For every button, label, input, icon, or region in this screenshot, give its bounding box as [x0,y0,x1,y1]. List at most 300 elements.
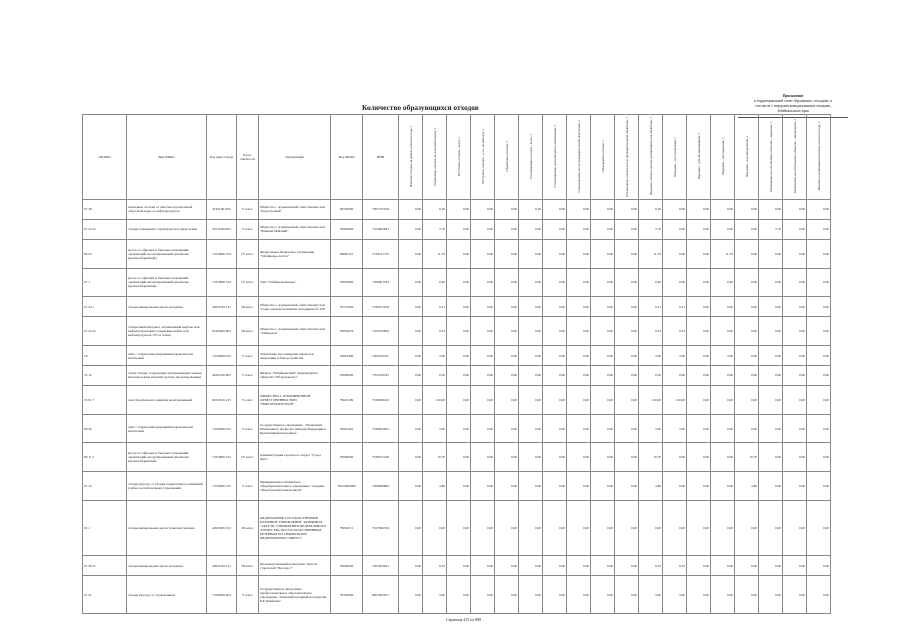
quantity-cell: 0,00 [495,297,519,317]
quantity-cell: 0,00 [567,268,591,297]
okpo-cell: 78162000 [331,576,363,614]
quantity-cell: 0,40 [711,268,735,297]
waste-name-cell: отходы плавильного производства в виде шлака [127,219,207,239]
quantity-cell: 0,50 [639,365,663,385]
column-header-label: Обработано отходов, т [504,141,509,172]
quantity-cell: 0,00 [807,443,831,472]
quantity-cell: 0,00 [543,239,567,268]
quantity-cell: 0,00 [519,239,543,268]
oktmo-cell: 07 24 1 [83,297,127,317]
table-row [83,443,831,472]
column-header [259,115,331,200]
quantity-cell: 0,00 [591,414,615,443]
quantity-cell: 0,00 [735,500,759,555]
waste-table [82,114,831,614]
quantity-cell: 0,00 [567,365,591,385]
inn-cell: 7536101679 [363,297,399,317]
oktmo-cell: 86 20 [83,414,127,443]
quantity-cell: 0,00 [399,346,423,366]
quantity-cell: 0,00 [591,200,615,220]
okpo-cell: 79661400 [331,346,363,366]
quantity-cell: 0,00 [447,200,471,220]
quantity-cell: 0,40 [423,268,447,297]
organization-cell: ЗАО "Забайкалкомплекс" [259,268,331,297]
quantity-cell: 0,50 [423,365,447,385]
quantity-cell: 0,00 [807,365,831,385]
waste-name-cell: отходы (мусор) от строительных [127,576,207,614]
hazard-class-cell: III класс [237,317,259,346]
quantity-cell: 0,00 [471,443,495,472]
column-header-label: Поступило отходов - всего, т [456,136,461,177]
quantity-cell: 0,00 [807,346,831,366]
quantity-cell: 0,00 [759,576,783,614]
organization-cell: ОБЩЕСТВО С ОГРАНИЧЕННОЙ ОТВЕТСТВЕННОСТЬЮ "НОРГАЙДЭНСТРОЙ" [259,385,331,414]
quantity-cell: 2,86 [639,472,663,501]
table-row [83,297,831,317]
column-header [399,115,423,200]
hazard-class-cell: V класс [237,219,259,239]
quantity-cell: 0,00 [687,317,711,346]
quantity-cell: 0,00 [495,346,519,366]
quantity-cell: 0,00 [495,268,519,297]
okpo-cell: 79654711 [331,500,363,555]
quantity-cell: 0,00 [687,268,711,297]
quantity-cell: 0,00 [735,317,759,346]
quantity-cell: 0,00 [495,385,519,414]
quantity-cell: 0,00 [711,385,735,414]
waste-name-cell: лом строительного кирпича незагрязненный [127,385,207,414]
quantity-cell: 0,00 [711,472,735,501]
hazard-class-cell: V класс [237,472,259,501]
quantity-cell: 0,00 [519,219,543,239]
appendix-line: к территориальной схеме обращения с отходами, в [754,99,832,103]
quantity-cell: 0,00 [759,317,783,346]
oktmo-cell: 02 1 [83,500,127,555]
quantity-cell: 0,00 [615,268,639,297]
quantity-cell: 0,00 [471,556,495,576]
waste-code-cell: 31621001105 [207,200,237,220]
quantity-cell: 0,00 [687,297,711,317]
quantity-cell: 0,00 [807,385,831,414]
quantity-cell: 0,00 [543,472,567,501]
quantity-cell: 0,00 [423,500,447,555]
quantity-cell: 0,00 [591,472,615,501]
quantity-cell: 0,00 [567,239,591,268]
quantity-cell: 0,00 [807,200,831,220]
okpo-cell: 28703000 [331,200,363,220]
quantity-cell: 120,00 [639,385,663,414]
okpo-cell: 28620131 [331,239,363,268]
quantity-cell: 0,00 [759,297,783,317]
quantity-cell: 0,00 [759,346,783,366]
quantity-cell: 0,00 [543,414,567,443]
quantity-cell: 0,00 [807,414,831,443]
quantity-cell: 0,00 [687,219,711,239]
inn-cell: 7524002841 [363,219,399,239]
waste-name-cell: отходы минеральных масел моторных [127,297,207,317]
quantity-cell: 0,00 [759,414,783,443]
column-header-label: Размещение на собственных объектах - захоронение, т [792,119,797,194]
quantity-cell: 0,00 [615,443,639,472]
waste-name-cell: отходы минеральных масел трансмиссионных [127,500,207,555]
oktmo-cell: 86 22 [83,239,127,268]
quantity-cell: 0,00 [399,414,423,443]
column-header-label: Утилизировано для повторного применения, т [552,125,557,188]
column-header [807,115,831,200]
page-title: Количество образующихся отходов [362,103,479,112]
column-header [423,115,447,200]
quantity-cell: 0,00 [615,297,639,317]
quantity-cell: 0,00 [591,268,615,297]
quantity-cell: 0,00 [567,385,591,414]
column-header [591,115,615,200]
quantity-cell: 0,52 [423,556,447,576]
quantity-cell: 0,00 [447,297,471,317]
quantity-cell: 0,00 [615,200,639,220]
organization-cell: Общество с ограниченной ответственностью "Кадастровый" [259,200,331,220]
quantity-cell: 0,00 [687,239,711,268]
waste-name-cell: отходы (мусор) от уборки территории и помещений учебно-воспитательных учреждений [127,472,207,501]
quantity-cell: 0,00 [495,414,519,443]
quantity-cell: 0,00 [663,268,687,297]
quantity-cell: 0,00 [519,443,543,472]
quantity-cell: 0,00 [711,297,735,317]
quantity-cell: 0,00 [735,268,759,297]
quantity-cell: 0,00 [519,385,543,414]
quantity-cell: 0,00 [663,200,687,220]
okpo-cell: 79690000 [331,365,363,385]
column-header [207,115,237,200]
oktmo-cell: 07 24 41 [83,219,127,239]
quantity-cell: 5,00 [639,576,663,614]
quantity-cell: 0,53 [423,317,447,346]
quantity-cell: 0,00 [687,365,711,385]
column-header [615,115,639,200]
column-header-label: Утилизировано после предварительной подготовки, т [576,120,581,193]
quantity-cell: 0,00 [735,556,759,576]
hazard-class-cell: V класс [237,385,259,414]
quantity-cell: 0,00 [591,385,615,414]
quantity-cell: 0,00 [807,268,831,297]
quantity-cell: 0,00 [711,500,735,555]
quantity-cell: 2,86 [735,472,759,501]
okpo-cell: 79640000 [331,443,363,472]
oktmo-cell: 07 14 [83,472,127,501]
inn-cell: 7536002061 [363,414,399,443]
inn-cell: 7704726225 [363,365,399,385]
quantity-cell: 0,00 [471,346,495,366]
appendix-line: том числе с твердыми коммунальными отходами, [755,104,831,108]
organization-cell: Общество с ограниченной ответственностью "Южный Майский" [259,219,331,239]
inn-cell: 8001002871 [363,576,399,614]
quantity-cell: 0,00 [519,346,543,366]
waste-name-cell: мусор от офисных и бытовых помещений организаций несортированный (исключая крупногабаритный) [127,268,207,297]
quantity-cell: 0,00 [471,472,495,501]
appendix-line: Приложение [782,94,804,98]
quantity-cell: 0,00 [759,472,783,501]
quantity-cell: 0,00 [567,200,591,220]
quantity-cell: 0,00 [807,576,831,614]
column-header [363,115,399,200]
inn-cell: 7500001184 [363,268,399,297]
table-row [83,385,831,414]
quantity-cell: 0,00 [543,500,567,555]
quantity-cell: 0,00 [783,219,807,239]
quantity-cell: 0,00 [471,365,495,385]
appendix-line: Забайкальского края [777,109,809,113]
quantity-cell: 2,86 [423,472,447,501]
column-header-label: Обезврежено отходов, т [600,140,605,173]
waste-code-cell: 73310001724 [207,268,237,297]
waste-name-cell: мусор от офисных и бытовых помещений организаций несортированный (исключая крупногабаритный) [127,239,207,268]
appendix-note [738,94,848,114]
table-row [83,219,831,239]
inn-cell: 7519741735 [363,239,399,268]
quantity-cell: 0,00 [759,365,783,385]
quantity-cell: 0,00 [615,346,639,366]
quantity-cell: 0,10 [639,200,663,220]
oktmo-cell: 07 1 [83,268,127,297]
oktmo-cell: 07 28 [83,200,127,220]
column-header [495,115,519,200]
quantity-cell: 0,00 [591,556,615,576]
table-row [83,239,831,268]
inn-cell: 7508006865 [363,472,399,501]
quantity-cell: 0,00 [495,317,519,346]
quantity-cell: 0,00 [543,576,567,614]
quantity-cell: 5,00 [639,414,663,443]
quantity-cell: 0,00 [495,500,519,555]
quantity-cell: 0,00 [711,365,735,385]
quantity-cell: 0,00 [591,297,615,317]
column-header-label: Наличие отходов на начало отчетного года, т [408,126,413,187]
quantity-cell: 0,00 [447,385,471,414]
quantity-cell: 0,00 [447,268,471,297]
okpo-cell: 79661401 [331,414,363,443]
quantity-cell: 0,00 [783,365,807,385]
waste-code-cell: 73339002725 [207,414,237,443]
quantity-cell: 0,00 [759,385,783,414]
quantity-cell: 120,00 [423,385,447,414]
organization-cell: Федеральное бюджетное учреждение "Забайкалье-лесхоз" [259,239,331,268]
quantity-cell: 0,53 [639,317,663,346]
okpo-cell: 79121000 [331,297,363,317]
column-header-label: Код вида отхода [209,155,234,159]
quantity-cell: 0,00 [735,297,759,317]
hazard-class-cell: V класс [237,365,259,385]
quantity-cell: 0,00 [471,414,495,443]
quantity-cell: 0,00 [399,385,423,414]
hazard-class-cell: V класс [237,200,259,220]
table-row [83,346,831,366]
quantity-cell: 0,00 [663,443,687,472]
quantity-cell: 0,00 [519,268,543,297]
quantity-cell: 0,00 [567,443,591,472]
quantity-cell: 0,00 [759,500,783,555]
column-header-label: Поступило отходов - в т.ч. по импорту, т [480,129,485,184]
quantity-cell: 0,00 [447,365,471,385]
quantity-cell: 0,10 [519,200,543,220]
quantity-cell: 5,00 [423,414,447,443]
column-header-label: Передано - для утилизации, т [672,136,677,177]
organization-cell: Общество с ограниченной ответственностью "Горно-производственная экспедиция № 324" [259,297,331,317]
quantity-cell: 0,00 [663,219,687,239]
quantity-cell: 5,70 [423,219,447,239]
quantity-cell: 0,00 [735,365,759,385]
organization-cell: ФЕДЕРАЛЬНОЕ ГОСУДАРСТВЕННОЕ КАЗЕННОЕ УЧРЕЖДЕНИЕ "КОМБИНАТ "АРГУТЬ" УПРАВЛЕНИЯ ФЕДЕРАЛЬНОГО АГЕНТСТВА ПО ГОСУДАРСТВЕННЫМ РЕЗЕРВАМ ПО СИБИРСКОМУ ФЕДЕРАЛЬНОМУ ОКРУГУ [259,500,331,555]
quantity-cell: 0,00 [447,472,471,501]
column-header [237,115,259,200]
quantity-cell: 0,00 [759,268,783,297]
oktmo-cell: 07 28 41 [83,556,127,576]
quantity-cell: 0,00 [471,200,495,220]
quantity-cell: 0,00 [447,219,471,239]
quantity-cell: 0,10 [423,200,447,220]
quantity-cell: 0,00 [663,472,687,501]
quantity-cell: 0,00 [591,317,615,346]
column-header [759,115,783,200]
quantity-cell: 0,00 [519,297,543,317]
inn-cell: 7507003621 [363,556,399,576]
organization-cell: Управление пассажирских перевозок, энергетики и благоустройства [259,346,331,366]
quantity-cell: 0,00 [735,385,759,414]
quantity-cell: 0,00 [447,317,471,346]
quantity-cell: 0,00 [495,239,519,268]
quantity-cell: 0,00 [711,414,735,443]
waste-code-cell: 82310101215 [207,385,237,414]
quantity-cell: 0,00 [567,472,591,501]
quantity-cell: 2,00 [663,346,687,366]
quantity-cell: 0,00 [495,200,519,220]
quantity-cell: 0,00 [591,576,615,614]
column-header-label: ОКТМО [98,155,111,159]
quantity-cell: 2,00 [639,346,663,366]
waste-code-cell: 40611001313 [207,297,237,317]
column-header-label: Образовано отходов за отчетный период, т [432,127,437,186]
column-header [711,115,735,200]
quantity-cell: 0,00 [543,385,567,414]
quantity-cell: 0,00 [447,414,471,443]
quantity-cell: 0,00 [759,239,783,268]
okpo-cell: 79652000 [331,268,363,297]
quantity-cell: 0,00 [735,346,759,366]
quantity-cell: 0,00 [543,200,567,220]
quantity-cell: 0,11 [639,297,663,317]
quantity-cell: 5,70 [759,219,783,239]
inn-cell: 7524100804 [363,317,399,346]
oktmo-cell: 21 21 [83,576,127,614]
quantity-cell: 0,00 [807,317,831,346]
quantity-cell: 0,53 [663,317,687,346]
page-footer: Страница 415 из 808 [446,617,482,622]
inn-cell: 7536031229 [363,443,399,472]
waste-code-cell: 73310001724 [207,239,237,268]
quantity-cell: 0,00 [399,556,423,576]
quantity-cell: 0,00 [615,239,639,268]
table-row [83,268,831,297]
quantity-cell: 0,00 [471,268,495,297]
quantity-cell: 0,00 [519,500,543,555]
column-header [83,115,127,200]
quantity-cell: 0,00 [519,576,543,614]
quantity-cell: 0,00 [519,472,543,501]
okpo-cell: 79621109 [331,385,363,414]
quantity-cell: 0,00 [807,239,831,268]
quantity-cell: 11,10 [711,239,735,268]
quantity-cell: 0,00 [687,576,711,614]
quantity-cell: 0,00 [735,219,759,239]
quantity-cell: 0,00 [759,443,783,472]
quantity-cell: 0,00 [615,365,639,385]
hazard-class-cell: V класс [237,346,259,366]
quantity-cell: 0,00 [735,239,759,268]
okpo-cell: 78123000000 [331,472,363,501]
column-header-label: Обезврежено отходов после предварительной обработки, т [624,116,629,197]
waste-name-cell: лом и отходы, содержащие незагрязненные черные металлы в виде изделий, кусков, несортированные [127,365,207,385]
column-header-label: Код ОКПО [338,155,355,159]
waste-name-cell: смет с территории предприятия практически неопасный [127,346,207,366]
quantity-cell: 0,11 [423,297,447,317]
okpo-cell: 79685000 [331,219,363,239]
waste-code-cell: 73339002725 [207,346,237,366]
organization-cell: Производственный кооператив "Артель старателей "Прогресс" [259,556,331,576]
hazard-class-cell: IV класс [237,443,259,472]
quantity-cell: 0,00 [495,219,519,239]
quantity-cell: 5,70 [639,219,663,239]
hazard-class-cell: V класс [237,414,259,443]
quantity-cell: 0,00 [543,297,567,317]
hazard-class-cell: III класс [237,297,259,317]
quantity-cell: 0,00 [543,443,567,472]
column-header [447,115,471,200]
quantity-cell: 0,40 [639,268,663,297]
quantity-cell: 0,00 [519,414,543,443]
quantity-cell: 0,00 [567,219,591,239]
quantity-cell: 0,00 [495,472,519,501]
quantity-cell: 0,00 [447,576,471,614]
quantity-cell: 0,00 [783,414,807,443]
quantity-cell: 0,00 [783,472,807,501]
quantity-cell: 0,00 [591,365,615,385]
quantity-cell: 0,00 [687,500,711,555]
column-header [567,115,591,200]
quantity-cell: 120,00 [663,385,687,414]
quantity-cell: 0,00 [639,500,663,555]
quantity-cell: 0,00 [399,297,423,317]
quantity-cell: 0,00 [399,365,423,385]
quantity-cell: 0,00 [471,385,495,414]
quantity-cell: 0,52 [663,556,687,576]
oktmo-cell: 86 11 5 [83,443,127,472]
quantity-cell: 0,00 [615,556,639,576]
quantity-cell: 0,00 [447,500,471,555]
waste-code-cell: 73310001724 [207,443,237,472]
hazard-class-cell: IV класс [237,239,259,268]
quantity-cell: 0,00 [447,239,471,268]
quantity-cell: 0,00 [471,239,495,268]
quantity-cell: 0,00 [471,576,495,614]
quantity-cell: 0,00 [567,500,591,555]
quantity-cell: 0,00 [567,576,591,614]
quantity-cell: 0,00 [615,500,639,555]
quantity-cell: 0,00 [783,500,807,555]
organization-cell: Государственное автономное профессиональное образовательное учреждение "Агинский аграрный колледж им. Б.Р. Бимбаева" [259,576,331,614]
quantity-cell: 10,70 [735,443,759,472]
waste-code-cell: 46101001205 [207,365,237,385]
quantity-cell: 0,00 [567,297,591,317]
quantity-cell: 10,70 [639,443,663,472]
quantity-cell: 0,00 [447,556,471,576]
